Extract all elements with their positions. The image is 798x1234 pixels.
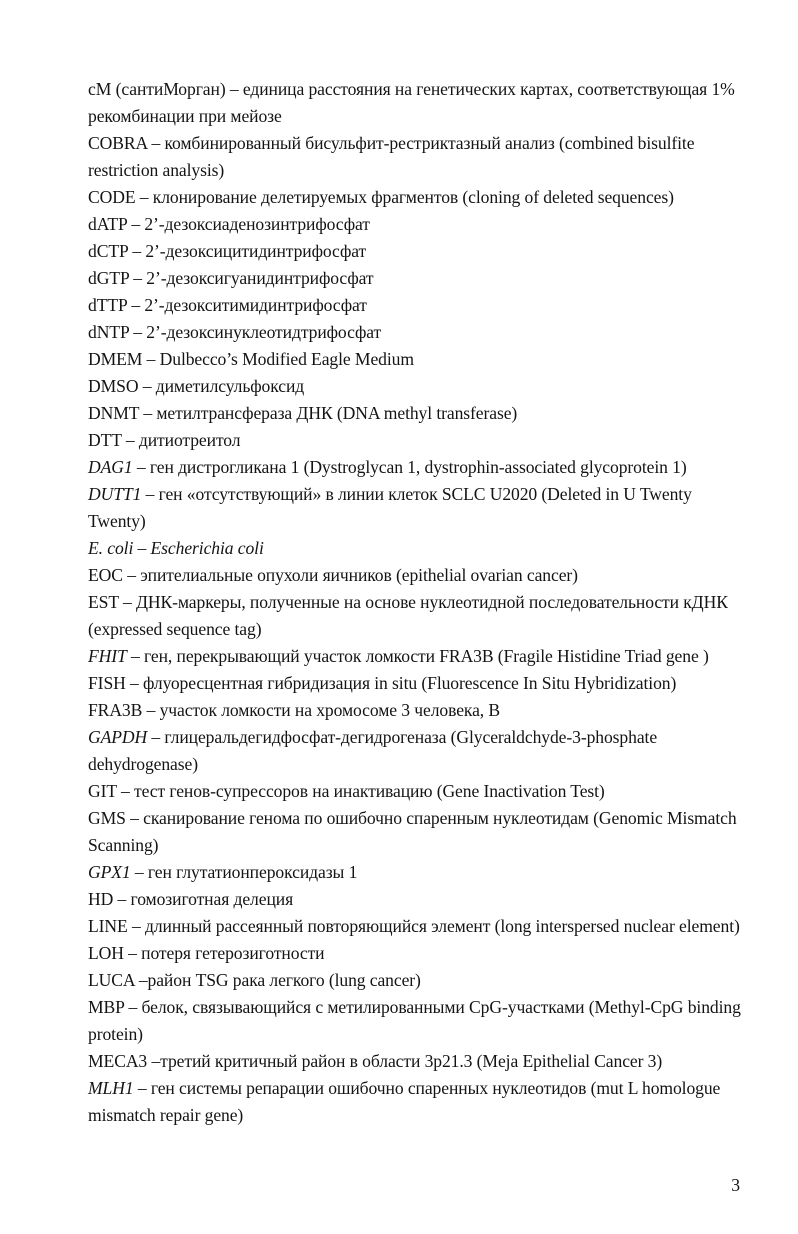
abbreviation-entry: dGTP – 2’-дезоксигуанидинтрифосфат <box>88 268 374 288</box>
abbreviation-term: DMSO <box>88 376 139 396</box>
abbreviation-term: EOC <box>88 565 123 585</box>
abbreviation-term: DNMT <box>88 403 140 423</box>
abbreviation-definition: 2’-дезоксиаденозинтрифосфат <box>144 214 370 234</box>
abbreviation-term: COBRA <box>88 133 148 153</box>
abbreviation-entry: COBRA – комбинированный бисульфит-рестриктазный анализ (combined bisulfite restriction analysis) <box>88 133 695 180</box>
abbreviation-entry: dNTP – 2’-дезоксинуклеотидтрифосфат <box>88 322 382 342</box>
abbreviation-list <box>88 76 748 1129</box>
abbreviation-term: cM <box>88 79 112 99</box>
abbreviation-definition: 2’-дезоксицитидинтрифосфат <box>145 241 367 261</box>
abbreviation-entry: CODE – клонирование делетируемых фрагментов (cloning of deleted sequences) <box>88 187 674 207</box>
abbreviation-entry: FHIT – ген, перекрывающий участок ломкости FRA3B (Fragile Histidine Triad gene ) <box>88 646 709 666</box>
abbreviation-term: FRA3B <box>88 700 143 720</box>
abbreviation-definition: ген, перекрывающий участок ломкости FRA3B (Fragile Histidine Triad gene ) <box>144 646 709 666</box>
abbreviation-term: LINE <box>88 916 128 936</box>
abbreviation-definition: 2’-дезоксигуанидинтрифосфат <box>146 268 374 288</box>
abbreviation-definition: метилтрансфераза ДНК (DNA methyl transferase) <box>156 403 518 423</box>
abbreviation-definition: клонирование делетируемых фрагментов (cloning of deleted sequences) <box>152 187 674 207</box>
abbreviation-definition: эпителиальные опухоли яичников (epithelial ovarian cancer) <box>140 565 578 585</box>
abbreviation-entry: FRA3B – участок ломкости на хромосоме 3 человека, В <box>88 700 501 720</box>
abbreviation-entry: DTT – дитиотреитол <box>88 430 241 450</box>
abbreviation-definition: (сантиМорган) – единица расстояния на генетических картах, соответствующая 1% рекомбинации при мейозе <box>88 79 735 126</box>
abbreviation-term: DAG1 <box>88 457 133 477</box>
abbreviation-term: FISH <box>88 673 126 693</box>
abbreviation-term: E. coli <box>88 538 134 558</box>
abbreviation-definition: 2’-дезокситимидинтрифосфат <box>144 295 367 315</box>
abbreviation-term: LUCA <box>88 970 135 990</box>
abbreviation-entry: FISH – флуоресцентная гибридизация in situ (Fluorescence In Situ Hybridization) <box>88 673 677 693</box>
abbreviation-term: EST <box>88 592 119 612</box>
abbreviation-definition: белок, связывающийся с метилированными CpG-участками (Methyl-CpG binding protein) <box>88 997 741 1044</box>
abbreviation-term: FHIT <box>88 646 127 666</box>
abbreviation-entry: DAG1 – ген дистрогликана 1 (Dystroglycan 1, dystrophin-associated glycoprotein 1) <box>88 457 687 477</box>
abbreviation-definition: 2’-дезоксинуклеотидтрифосфат <box>146 322 382 342</box>
abbreviation-definition: третий критичный район в области 3p21.3 (Meja Epithelial Cancer 3) <box>160 1051 663 1071</box>
abbreviation-entry: E. coli – Escherichia coli <box>88 538 264 558</box>
abbreviation-term: CODE <box>88 187 136 207</box>
abbreviation-definition: ген глутатионпероксидазы 1 <box>147 862 358 882</box>
abbreviation-definition: район TSG рака легкого (lung cancer) <box>147 970 421 990</box>
abbreviation-term: GAPDH <box>88 727 148 747</box>
abbreviation-definition: Dulbecco’s Modified Eagle Medium <box>159 349 414 369</box>
abbreviation-entry: MBP – белок, связывающийся с метилированными CpG-участками (Methyl-CpG binding protein) <box>88 997 741 1044</box>
abbreviation-definition: Escherichia coli <box>150 538 264 558</box>
abbreviation-definition: сканирование генома по ошибочно спаренным нуклеотидам (Genomic Mismatch Scanning) <box>88 808 737 855</box>
abbreviation-entry: DUTT1 – ген «отсутствующий» в линии клеток SCLC U2020 (Deleted in U Twenty Twenty) <box>88 484 692 531</box>
abbreviation-definition: ген системы репарации ошибочно спаренных нуклеотидов (mut L homologue mismatch repair gene) <box>88 1078 721 1125</box>
abbreviation-definition: потеря гетерозиготности <box>141 943 325 963</box>
abbreviation-term: DMEM <box>88 349 143 369</box>
abbreviation-term: DUTT1 <box>88 484 142 504</box>
abbreviation-entry: HD – гомозиготная делеция <box>88 889 294 909</box>
abbreviation-term: dGTP <box>88 268 129 288</box>
abbreviation-entry: LOH – потеря гетерозиготности <box>88 943 325 963</box>
abbreviation-definition: ДНК-маркеры, полученные на основе нуклеотидной последовательности кДНК (expressed sequence tag) <box>88 592 728 639</box>
abbreviation-definition: диметилсульфоксид <box>155 376 305 396</box>
abbreviation-entry: dTTP – 2’-дезокситимидинтрифосфат <box>88 295 367 315</box>
abbreviation-entry: DMEM – Dulbecco’s Modified Eagle Medium <box>88 349 414 369</box>
abbreviation-entry: EST – ДНК-маркеры, полученные на основе нуклеотидной последовательности кДНК (expressed sequence tag) <box>88 592 728 639</box>
abbreviation-entry: dCTP – 2’-дезоксицитидинтрифосфат <box>88 241 367 261</box>
abbreviation-entry: GPX1 – ген глутатионпероксидазы 1 <box>88 862 358 882</box>
abbreviation-definition: флуоресцентная гибридизация in situ (Fluorescence In Situ Hybridization) <box>143 673 677 693</box>
page-number: 3 <box>731 1175 740 1195</box>
abbreviation-term: MLH1 <box>88 1078 134 1098</box>
abbreviation-term: GMS <box>88 808 126 828</box>
abbreviation-definition: глицеральдегидфосфат-дегидрогеназа (Glyceraldchyde-3-phosphate dehydrogenase) <box>88 727 658 774</box>
abbreviation-entry: GMS – сканирование генома по ошибочно спаренным нуклеотидам (Genomic Mismatch Scanning) <box>88 808 737 855</box>
abbreviation-entry: GAPDH – глицеральдегидфосфат-дегидрогеназа (Glyceraldchyde-3-phosphate dehydrogenase) <box>88 727 658 774</box>
abbreviation-entry: dATP – 2’-дезоксиаденозинтрифосфат <box>88 214 370 234</box>
abbreviation-term: dCTP <box>88 241 129 261</box>
abbreviation-entry: LINE – длинный рассеянный повторяющийся элемент (long interspersed nuclear element) <box>88 916 740 936</box>
abbreviation-entry: DNMT – метилтрансфераза ДНК (DNA methyl transferase) <box>88 403 518 423</box>
abbreviation-entry: MLH1 – ген системы репарации ошибочно спаренных нуклеотидов (mut L homologue mismatch repair gene) <box>88 1078 721 1125</box>
abbreviation-entry <box>88 76 748 130</box>
abbreviation-definition: гомозиготная делеция <box>130 889 294 909</box>
abbreviation-term: GPX1 <box>88 862 131 882</box>
abbreviation-term: DTT <box>88 430 122 450</box>
abbreviation-term: LOH <box>88 943 124 963</box>
abbreviation-entry: MECA3 –третий критичный район в области 3p21.3 (Meja Epithelial Cancer 3) <box>88 1051 663 1071</box>
abbreviation-entry: DMSO – диметилсульфоксид <box>88 376 305 396</box>
abbreviation-term: MECA3 <box>88 1051 148 1071</box>
abbreviation-definition: ген дистрогликана 1 (Dystroglycan 1, dystrophin-associated glycoprotein 1) <box>149 457 687 477</box>
abbreviation-definition: участок ломкости на хромосоме 3 человека, В <box>159 700 501 720</box>
abbreviation-definition: длинный рассеянный повторяющийся элемент (long interspersed nuclear element) <box>144 916 740 936</box>
abbreviation-term: MBP <box>88 997 125 1017</box>
abbreviation-definition: комбинированный бисульфит-рестриктазный анализ (combined bisulfite restriction analysis) <box>88 133 695 180</box>
abbreviation-definition: ген «отсутствующий» в линии клеток SCLC U2020 (Deleted in U Twenty Twenty) <box>88 484 692 531</box>
abbreviation-entry: GIT – тест генов-супрессоров на инактивацию (Gene Inactivation Test) <box>88 781 605 801</box>
abbreviation-definition: тест генов-супрессоров на инактивацию (Gene Inactivation Test) <box>134 781 605 801</box>
abbreviation-term: dTTP <box>88 295 128 315</box>
abbreviation-term: GIT <box>88 781 117 801</box>
abbreviation-term: HD <box>88 889 114 909</box>
abbreviation-term: dATP <box>88 214 128 234</box>
abbreviation-entry: EOC – эпителиальные опухоли яичников (epithelial ovarian cancer) <box>88 565 578 585</box>
abbreviation-entry: LUCA –район TSG рака легкого (lung cancer) <box>88 970 421 990</box>
abbreviation-definition: дитиотреитол <box>138 430 241 450</box>
abbreviation-term: dNTP <box>88 322 129 342</box>
